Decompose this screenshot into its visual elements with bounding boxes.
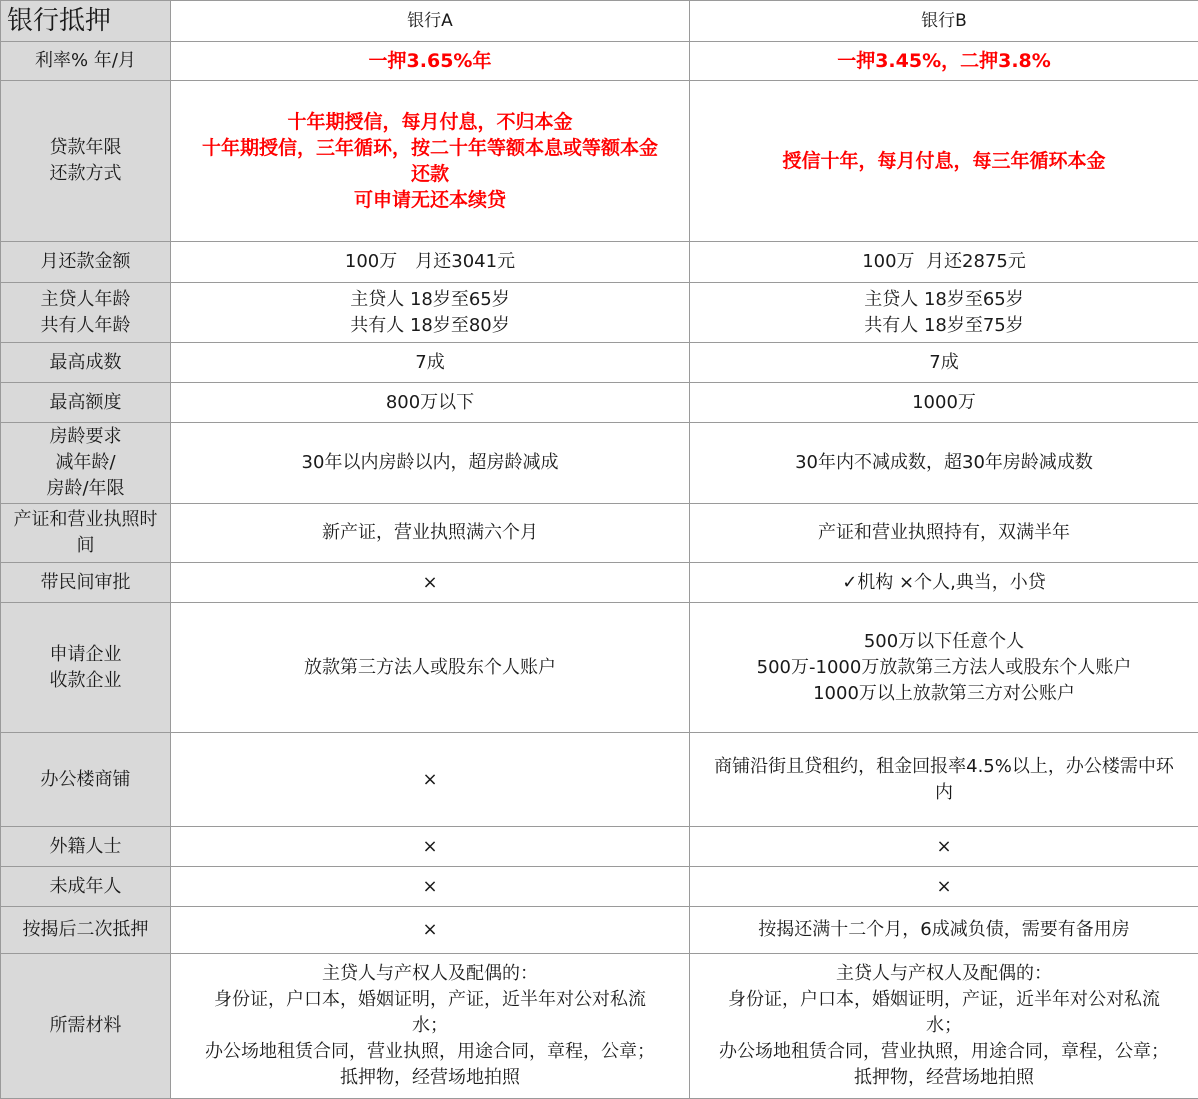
row-label-line: 产证和营业执照时	[3, 507, 168, 533]
row-label-line: 按揭后二次抵押	[3, 917, 168, 943]
bank-a-value: 一押3.65%年	[173, 48, 687, 74]
row-label-line: 外籍人士	[3, 834, 168, 860]
bank-b-value: 500万-1000万放款第三方法人或股东个人账户	[692, 655, 1196, 681]
table-row-license-time	[1, 504, 1198, 563]
bank-b-cell	[690, 563, 1198, 603]
bank-b-value: 产证和营业执照持有，双满半年	[692, 520, 1196, 546]
row-label-line: 还款方式	[3, 161, 168, 187]
row-label	[1, 504, 171, 563]
bank-a-cell	[171, 42, 690, 81]
bank-b-value: 抵押物，经营场地拍照	[692, 1065, 1196, 1091]
row-label-line: 带民间审批	[3, 570, 168, 596]
bank-b-cell	[690, 283, 1198, 343]
table-row-foreigner	[1, 827, 1198, 867]
row-label	[1, 954, 171, 1099]
row-label-line: 利率% 年/月	[3, 48, 168, 74]
row-label	[1, 242, 171, 283]
table-row-office-shop	[1, 733, 1198, 827]
row-label-line: 申请企业	[3, 642, 168, 668]
bank-a-value: 放款第三方法人或股东个人账户	[173, 655, 687, 681]
row-label	[1, 563, 171, 603]
bank-a-value: 主贷人 18岁至65岁	[173, 287, 687, 313]
bank-b-cell	[690, 603, 1198, 733]
table-row-property-age	[1, 423, 1198, 504]
bank-a-value: 可申请无还本续贷	[173, 187, 687, 213]
bank-b-value: 按揭还满十二个月，6成减负债，需要有备用房	[692, 917, 1196, 943]
bank-b-value: 7成	[692, 350, 1196, 376]
bank-b-value: 1000万	[692, 390, 1196, 416]
bank-b-cell	[690, 423, 1198, 504]
row-label	[1, 867, 171, 907]
bank-b-header: 银行B	[690, 1, 1198, 42]
row-label	[1, 907, 171, 954]
bank-b-value: ✓机构 ×个人,典当，小贷	[692, 570, 1196, 596]
table-row-second-mortgage	[1, 907, 1198, 954]
row-label	[1, 81, 171, 242]
table-row-age	[1, 283, 1198, 343]
bank-a-value: 30年以内房龄以内，超房龄减成	[173, 450, 687, 476]
bank-a-value: 身份证，户口本，婚姻证明，产证，近半年对公对私流	[173, 987, 687, 1013]
bank-a-value: 共有人 18岁至80岁	[173, 313, 687, 339]
row-label-line: 主贷人年龄	[3, 287, 168, 313]
table-row-required-materials	[1, 954, 1198, 1099]
bank-a-value: 水；	[173, 1013, 687, 1039]
row-label	[1, 343, 171, 383]
row-label-line: 间	[3, 533, 168, 559]
bank-b-value: 主贷人 18岁至65岁	[692, 287, 1196, 313]
row-label-line: 最高成数	[3, 350, 168, 376]
bank-b-value: 500万以下任意个人	[692, 629, 1196, 655]
table-row-private-approval	[1, 563, 1198, 603]
bank-a-value: 主贷人与产权人及配偶的：	[173, 961, 687, 987]
bank-b-cell	[690, 504, 1198, 563]
bank-a-value: 800万以下	[173, 390, 687, 416]
bank-a-cell	[171, 283, 690, 343]
table-row-rate	[1, 42, 1198, 81]
bank-a-value: ×	[173, 834, 687, 860]
row-label	[1, 733, 171, 827]
bank-a-cell	[171, 423, 690, 504]
row-label	[1, 383, 171, 423]
bank-b-cell	[690, 733, 1198, 827]
bank-a-value: 7成	[173, 350, 687, 376]
bank-b-value: 办公场地租赁合同，营业执照，用途合同，章程，公章；	[692, 1039, 1196, 1065]
bank-a-cell	[171, 907, 690, 954]
row-label-line: 房龄/年限	[3, 476, 168, 502]
row-label	[1, 423, 171, 504]
bank-b-value: ×	[692, 834, 1196, 860]
bank-b-cell	[690, 242, 1198, 283]
row-label-line: 收款企业	[3, 668, 168, 694]
bank-a-cell	[171, 867, 690, 907]
bank-b-value: 商铺沿街且贷租约，租金回报率4.5%以上，办公楼需中环	[692, 754, 1196, 780]
row-label-line: 减年龄/	[3, 450, 168, 476]
bank-a-value: 十年期授信，三年循环，按二十年等额本息或等额本金	[173, 135, 687, 161]
bank-a-cell	[171, 603, 690, 733]
bank-b-value: 身份证，户口本，婚姻证明，产证，近半年对公对私流	[692, 987, 1196, 1013]
bank-b-value: 一押3.45%，二押3.8%	[692, 48, 1196, 74]
table-title: 银行抵押	[1, 1, 171, 42]
row-label-line: 房龄要求	[3, 424, 168, 450]
table-row-loan-term	[1, 81, 1198, 242]
bank-a-header: 银行A	[171, 1, 690, 42]
bank-b-cell	[690, 383, 1198, 423]
bank-b-value: 水；	[692, 1013, 1196, 1039]
table-row-max-ratio	[1, 343, 1198, 383]
bank-b-value: 100万 月还2875元	[692, 249, 1196, 275]
bank-a-value: ×	[173, 874, 687, 900]
bank-a-cell	[171, 504, 690, 563]
bank-a-cell	[171, 343, 690, 383]
bank-a-value: 办公场地租赁合同，营业执照，用途合同，章程，公章；	[173, 1039, 687, 1065]
bank-b-value: 主贷人与产权人及配偶的：	[692, 961, 1196, 987]
bank-a-value: 新产证，营业执照满六个月	[173, 520, 687, 546]
bank-a-cell	[171, 81, 690, 242]
bank-a-value: ×	[173, 767, 687, 793]
bank-a-value: 100万 月还3041元	[173, 249, 687, 275]
row-label-line: 办公楼商铺	[3, 767, 168, 793]
bank-b-cell	[690, 954, 1198, 1099]
bank-a-cell	[171, 563, 690, 603]
bank-b-cell	[690, 343, 1198, 383]
bank-a-cell	[171, 733, 690, 827]
row-label	[1, 283, 171, 343]
bank-b-value: 1000万以上放款第三方对公账户	[692, 681, 1196, 707]
bank-a-value: ×	[173, 570, 687, 596]
bank-b-cell	[690, 907, 1198, 954]
row-label	[1, 603, 171, 733]
row-label-line: 贷款年限	[3, 135, 168, 161]
bank-b-cell	[690, 827, 1198, 867]
bank-b-value: ×	[692, 874, 1196, 900]
row-label-line: 共有人年龄	[3, 313, 168, 339]
bank-b-value: 30年内不减成数，超30年房龄减成数	[692, 450, 1196, 476]
bank-b-value: 共有人 18岁至75岁	[692, 313, 1196, 339]
row-label-line: 未成年人	[3, 874, 168, 900]
table-row-minor	[1, 867, 1198, 907]
table-row-monthly-payment	[1, 242, 1198, 283]
bank-a-value: 抵押物，经营场地拍照	[173, 1065, 687, 1091]
table-row-max-amount	[1, 383, 1198, 423]
bank-b-value: 内	[692, 780, 1196, 806]
header-row	[1, 1, 1198, 42]
row-label-line: 月还款金额	[3, 249, 168, 275]
bank-a-value: 十年期授信，每月付息，不归本金	[173, 109, 687, 135]
bank-a-cell	[171, 242, 690, 283]
table-row-applicant-payee	[1, 603, 1198, 733]
bank-a-cell	[171, 827, 690, 867]
bank-b-cell	[690, 81, 1198, 242]
bank-b-value: 授信十年，每月付息，每三年循环本金	[692, 148, 1196, 174]
row-label	[1, 42, 171, 81]
bank-b-cell	[690, 42, 1198, 81]
bank-a-cell	[171, 383, 690, 423]
row-label-line: 所需材料	[3, 1013, 168, 1039]
bank-a-value: ×	[173, 917, 687, 943]
bank-b-cell	[690, 867, 1198, 907]
bank-a-cell	[171, 954, 690, 1099]
row-label-line: 最高额度	[3, 390, 168, 416]
bank-a-value: 还款	[173, 161, 687, 187]
row-label	[1, 827, 171, 867]
